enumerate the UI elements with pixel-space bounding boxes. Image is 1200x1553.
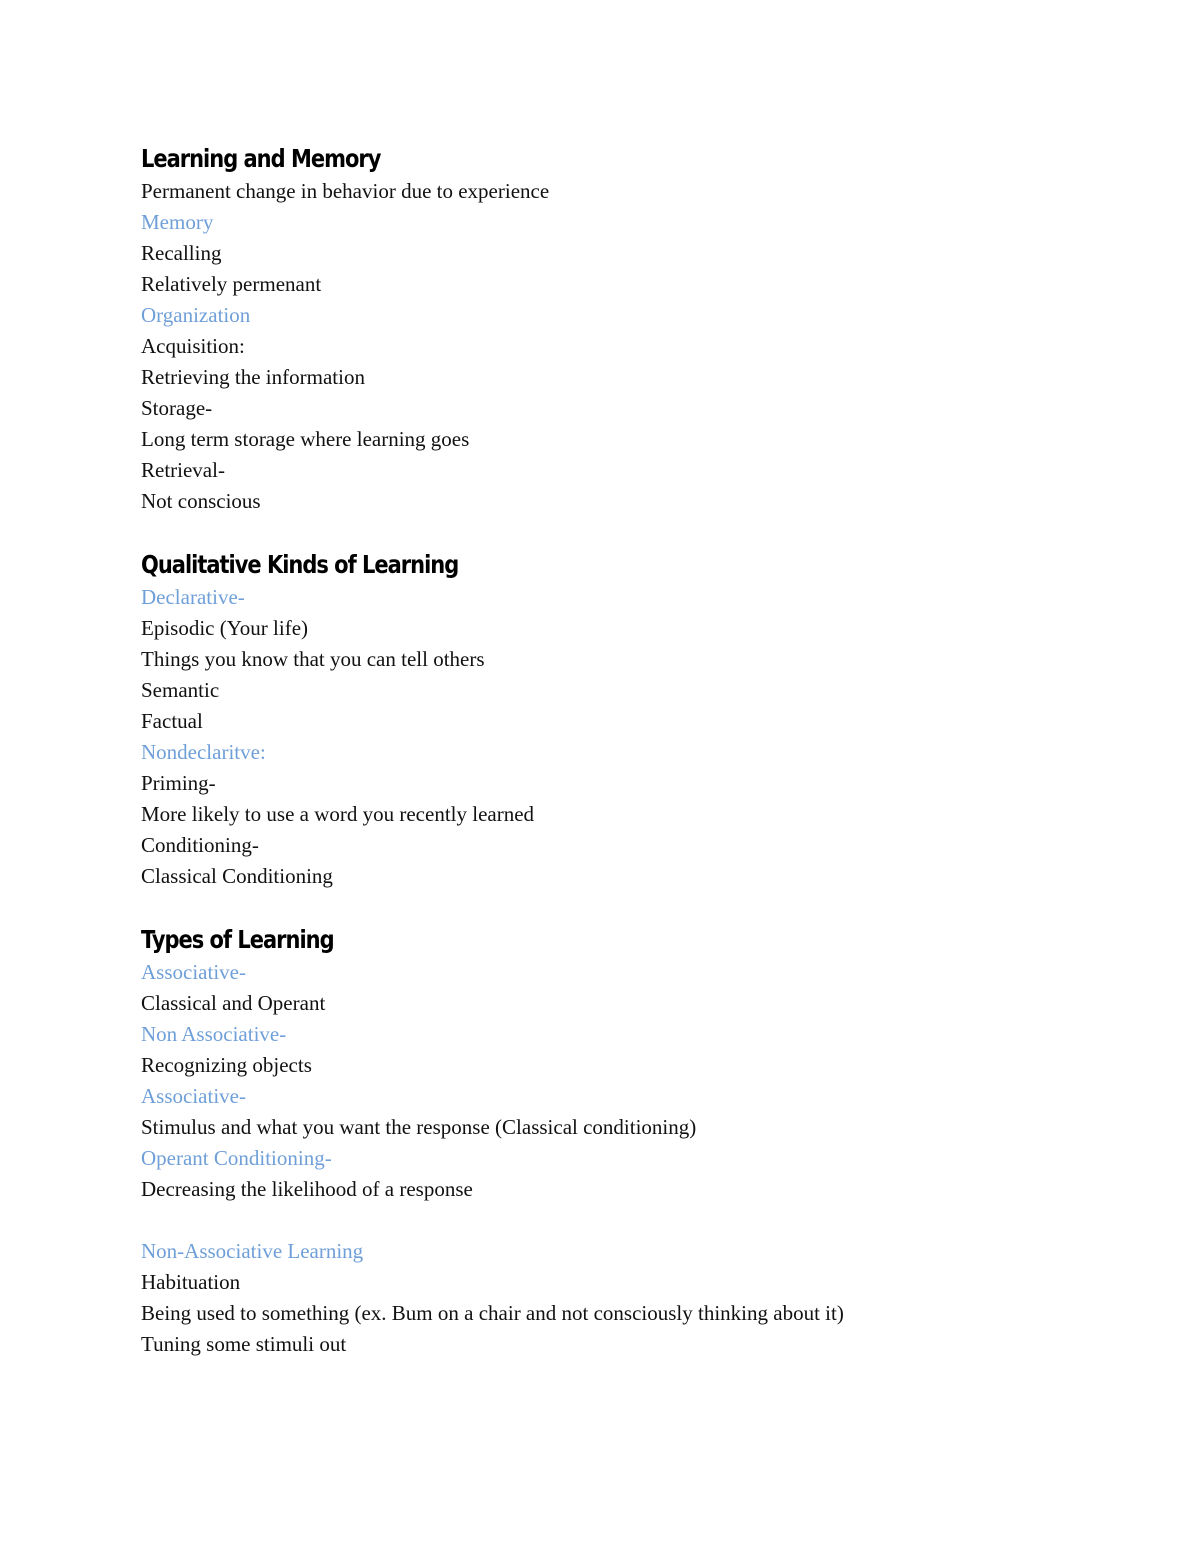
text-line: Stimulus and what you want the response (Classical conditioning) <box>141 1115 697 1139</box>
text-line: Factual <box>141 709 203 733</box>
text-line: Episodic (Your life) <box>141 616 309 640</box>
text-line: Tuning some stimuli out <box>141 1332 347 1356</box>
text-line: Classical Conditioning <box>141 864 333 888</box>
text-line: Storage- <box>141 396 213 420</box>
text-line: Priming- <box>141 771 216 795</box>
subheading-line: Non Associative- <box>141 1022 287 1046</box>
text-line: Semantic <box>141 678 220 702</box>
subheading-line: Associative- <box>141 960 246 984</box>
subheading-line: Organization <box>141 303 251 327</box>
subheading-line: Nondeclaritve: <box>141 740 266 764</box>
text-line: Being used to something (ex. Bum on a chair and not consciously thinking about it) <box>141 1301 844 1325</box>
subheading-line: Memory <box>141 210 214 234</box>
section-heading: Types of Learning <box>141 925 334 954</box>
subheading-line: Operant Conditioning- <box>141 1146 332 1170</box>
text-line: Conditioning- <box>141 833 259 857</box>
section-spacer <box>141 892 1101 923</box>
document-body <box>141 142 1101 1360</box>
section-heading: Learning and Memory <box>141 144 381 173</box>
subheading-line: Declarative- <box>141 585 245 609</box>
section-spacer <box>141 517 1101 548</box>
blank-line <box>141 1205 1101 1236</box>
text-line: Things you know that you can tell others <box>141 647 485 671</box>
subheading-line: Non-Associative Learning <box>141 1239 364 1263</box>
section-heading: Qualitative Kinds of Learning <box>141 550 459 579</box>
text-line: Habituation <box>141 1270 241 1294</box>
text-line: Permanent change in behavior due to experience <box>141 179 550 203</box>
text-line: Not conscious <box>141 489 261 513</box>
subheading-line: Associative- <box>141 1084 246 1108</box>
text-line: Recalling <box>141 241 222 265</box>
text-line: Recognizing objects <box>141 1053 312 1077</box>
text-line: Acquisition: <box>141 334 245 358</box>
text-line: Classical and Operant <box>141 991 326 1015</box>
text-line: Decreasing the likelihood of a response <box>141 1177 473 1201</box>
text-line: More likely to use a word you recently learned <box>141 802 535 826</box>
text-line: Relatively permenant <box>141 272 322 296</box>
text-line: Long term storage where learning goes <box>141 427 470 451</box>
text-line: Retrieval- <box>141 458 225 482</box>
text-line: Retrieving the information <box>141 365 365 389</box>
